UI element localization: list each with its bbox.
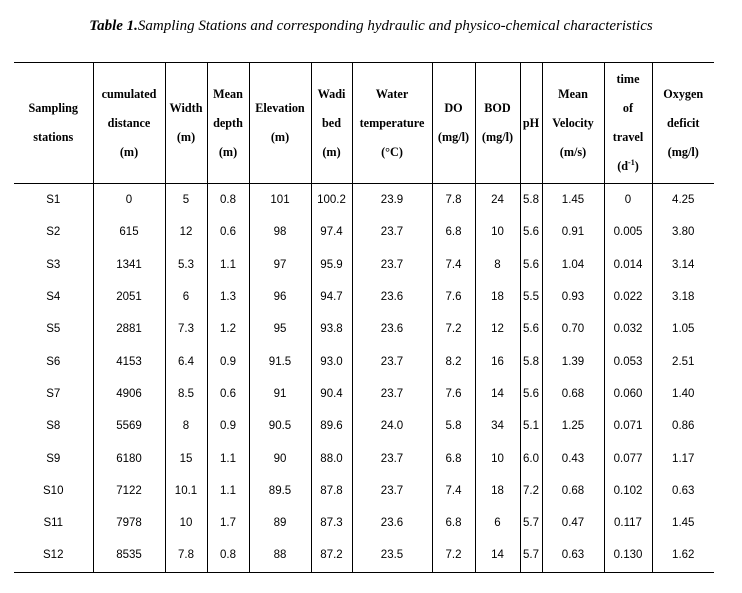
table-cell: 1.45: [542, 184, 604, 217]
table-cell: S7: [46, 387, 61, 400]
header-wadi-bed: Wadi bed (m): [311, 63, 352, 184]
table-cell: 100.2: [311, 184, 352, 217]
table-cell: S10: [43, 484, 64, 497]
table-cell: 1.62: [652, 539, 714, 572]
table-cell: 91.5: [249, 345, 311, 377]
table-cell: 5.8: [432, 410, 475, 442]
header-do: DO (mg/l): [432, 63, 475, 184]
table-cell: 6: [475, 507, 520, 539]
table-cell: 12: [475, 313, 520, 345]
data-table: [14, 62, 714, 573]
table-cell: 8: [165, 410, 207, 442]
table-cell: 94.7: [311, 281, 352, 313]
table-cell: 6: [165, 281, 207, 313]
table-row: [14, 281, 714, 313]
table-row: [14, 249, 714, 281]
table-cell: 97.4: [311, 216, 352, 248]
table-cell: 10: [475, 216, 520, 248]
table-cell: 5.5: [520, 281, 542, 313]
table-cell: 34: [475, 410, 520, 442]
table-cell: 4906: [93, 378, 165, 410]
table-cell: 23.7: [352, 345, 432, 377]
table-cell: 10: [165, 507, 207, 539]
table-cell: 0.060: [604, 378, 652, 410]
table-cell: 2.51: [652, 345, 714, 377]
table-cell: 0.117: [604, 507, 652, 539]
table-cell: S8: [46, 420, 61, 433]
table-cell: 98: [249, 216, 311, 248]
table-cell: 18: [475, 281, 520, 313]
table-cell: 90.4: [311, 378, 352, 410]
table-cell: 5.6: [520, 378, 542, 410]
table-cell: 0.005: [604, 216, 652, 248]
table-cell: 7.2: [432, 539, 475, 572]
table-cell: 7978: [93, 507, 165, 539]
table-cell: 1.17: [652, 442, 714, 474]
table-cell: 5569: [93, 410, 165, 442]
header-bod: BOD (mg/l): [475, 63, 520, 184]
table-cell: 7.6: [432, 281, 475, 313]
table-cell: 12: [165, 216, 207, 248]
table-cell: 5.7: [520, 507, 542, 539]
table-cell: 7122: [93, 475, 165, 507]
table-header-row: [14, 63, 714, 184]
table-cell: 89: [249, 507, 311, 539]
table-cell: 5.6: [520, 249, 542, 281]
table-row: [14, 345, 714, 377]
table-cell: 7.2: [432, 313, 475, 345]
table-row: [14, 378, 714, 410]
table-cell: 7.3: [165, 313, 207, 345]
table-cell: 5.3: [165, 249, 207, 281]
table-cell: 23.5: [352, 539, 432, 572]
header-oxygen-deficit: Oxygen deficit (mg/l): [652, 63, 714, 184]
table-cell: 0: [93, 184, 165, 217]
table-cell: 8.5: [165, 378, 207, 410]
table-row: [14, 216, 714, 248]
table-cell: 1.1: [207, 475, 249, 507]
table-cell: 5.6: [520, 313, 542, 345]
table-cell: 1341: [93, 249, 165, 281]
table-cell: 24: [475, 184, 520, 217]
table-cell: 87.3: [311, 507, 352, 539]
table-cell: 0.9: [207, 345, 249, 377]
table-cell: S3: [46, 258, 61, 271]
header-cumulated-distance: cumulated distance (m): [93, 63, 165, 184]
table-cell: 0.102: [604, 475, 652, 507]
table-cell: S11: [43, 517, 64, 530]
table-cell: 8.2: [432, 345, 475, 377]
table-cell: 93.0: [311, 345, 352, 377]
table-cell: 0.63: [652, 475, 714, 507]
table-cell: 0: [604, 184, 652, 217]
table-cell: 1.1: [207, 249, 249, 281]
table-cell: 23.7: [352, 475, 432, 507]
table-cell: 23.6: [352, 281, 432, 313]
table-cell: 0.077: [604, 442, 652, 474]
table-cell: 7.8: [165, 539, 207, 572]
table-cell: 14: [475, 539, 520, 572]
table-row: [14, 313, 714, 345]
table-cell: S5: [46, 323, 61, 336]
table-cell: 6.8: [432, 216, 475, 248]
header-water-temperature: Water temperature (°C): [352, 63, 432, 184]
table-cell: 16: [475, 345, 520, 377]
table-cell: 89.5: [249, 475, 311, 507]
table-cell: 1.25: [542, 410, 604, 442]
table-cell: 101: [249, 184, 311, 217]
table-cell: 1.7: [207, 507, 249, 539]
table-cell: 1.45: [652, 507, 714, 539]
table-cell: 1.40: [652, 378, 714, 410]
table-cell: 87.2: [311, 539, 352, 572]
table-cell: 0.130: [604, 539, 652, 572]
table-row: [14, 184, 714, 217]
table-cell: 23.7: [352, 378, 432, 410]
table-cell: 0.70: [542, 313, 604, 345]
header-elevation: Elevation (m): [249, 63, 311, 184]
table-cell: 0.8: [207, 539, 249, 572]
table-cell: 23.9: [352, 184, 432, 217]
table-cell: 1.3: [207, 281, 249, 313]
table-cell: 0.68: [542, 475, 604, 507]
table-cell: 7.4: [432, 475, 475, 507]
table-cell: 3.14: [652, 249, 714, 281]
table-cell: 0.63: [542, 539, 604, 572]
table-cell: 0.93: [542, 281, 604, 313]
table-cell: 615: [93, 216, 165, 248]
table-cell: 0.68: [542, 378, 604, 410]
header-mean-depth: Mean depth (m): [207, 63, 249, 184]
table-cell: 10.1: [165, 475, 207, 507]
table-cell: 2051: [93, 281, 165, 313]
table-cell: 5.6: [520, 216, 542, 248]
table-cell: 0.053: [604, 345, 652, 377]
header-time-of-travel: time of travel $(d^{-1})$: [604, 63, 652, 184]
table-cell: 0.071: [604, 410, 652, 442]
table-cell: 4.25: [652, 184, 714, 217]
unit-exponent: -1: [628, 157, 635, 167]
table-cell: 23.6: [352, 313, 432, 345]
table-cell: 0.6: [207, 216, 249, 248]
table-cell: 1.2: [207, 313, 249, 345]
table-cell: 10: [475, 442, 520, 474]
table-row: [14, 539, 714, 572]
table-cell: 24.0: [352, 410, 432, 442]
table-caption-text: Sampling Stations and corresponding hydraulic and physico-chemical characteristics: [137, 18, 653, 34]
table-cell: 23.7: [352, 216, 432, 248]
table-cell: 97: [249, 249, 311, 281]
table-cell: 14: [475, 378, 520, 410]
table-cell: 0.032: [604, 313, 652, 345]
table-cell: 4153: [93, 345, 165, 377]
table-cell: 93.8: [311, 313, 352, 345]
table-cell: 95: [249, 313, 311, 345]
table-cell: 7.4: [432, 249, 475, 281]
table-cell: 23.7: [352, 249, 432, 281]
table-cell: 96: [249, 281, 311, 313]
table-cell: 91: [249, 378, 311, 410]
table-cell: 1.39: [542, 345, 604, 377]
table-cell: 0.022: [604, 281, 652, 313]
table-cell: 23.6: [352, 507, 432, 539]
table-cell: 6.8: [432, 442, 475, 474]
table-cell: 5.7: [520, 539, 542, 572]
table-cell: 3.80: [652, 216, 714, 248]
header-sampling-stations: Sampling stations: [14, 63, 93, 184]
table-row: [14, 475, 714, 507]
table-cell: S12: [14, 539, 93, 572]
table-cell: 0.43: [542, 442, 604, 474]
table-cell: 23.7: [352, 442, 432, 474]
table-row: [14, 507, 714, 539]
table-cell: S2: [46, 226, 61, 239]
table-caption-label: Table 1.: [89, 18, 138, 34]
table-cell: 5.1: [520, 410, 542, 442]
table-cell: 5: [165, 184, 207, 217]
table-cell: 6.4: [165, 345, 207, 377]
table-cell: 2881: [93, 313, 165, 345]
table-cell: 18: [475, 475, 520, 507]
table-cell: 1.1: [207, 442, 249, 474]
table-cell: 7.2: [520, 475, 542, 507]
header-width: Width (m): [165, 63, 207, 184]
table-cell: 95.9: [311, 249, 352, 281]
table-row: [14, 410, 714, 442]
table-cell: 8535: [93, 539, 165, 572]
table-cell: 8: [475, 249, 520, 281]
table-body: [14, 184, 714, 573]
table-cell: 87.8: [311, 475, 352, 507]
table-cell: 5.8: [520, 345, 542, 377]
table-cell: 3.18: [652, 281, 714, 313]
table-row: [14, 442, 714, 474]
table-cell: 6180: [93, 442, 165, 474]
table-cell: 0.47: [542, 507, 604, 539]
header-ph: pH: [520, 63, 542, 184]
table-cell: 90.5: [249, 410, 311, 442]
table-cell: 15: [165, 442, 207, 474]
table-cell: 6.0: [520, 442, 542, 474]
header-mean-velocity: Mean Velocity (m/s): [542, 63, 604, 184]
table-cell: 7.6: [432, 378, 475, 410]
table-cell: S1: [46, 194, 61, 207]
table-cell: S4: [46, 291, 61, 304]
table-cell: 6.8: [432, 507, 475, 539]
table-cell: 0.8: [207, 184, 249, 217]
table-cell: 88: [249, 539, 311, 572]
table-cell: 1.04: [542, 249, 604, 281]
table-cell: S9: [46, 452, 61, 465]
table-cell: 7.8: [432, 184, 475, 217]
table-cell: 88.0: [311, 442, 352, 474]
table-cell: 0.86: [652, 410, 714, 442]
table-cell: 0.6: [207, 378, 249, 410]
table-cell: 0.91: [542, 216, 604, 248]
table-cell: 90: [249, 442, 311, 474]
table-cell: S6: [46, 355, 61, 368]
table-caption: [0, 18, 742, 35]
table-cell: 1.05: [652, 313, 714, 345]
table-cell: 0.014: [604, 249, 652, 281]
table-cell: 5.8: [520, 184, 542, 217]
table-cell: 0.9: [207, 410, 249, 442]
table-cell: 89.6: [311, 410, 352, 442]
